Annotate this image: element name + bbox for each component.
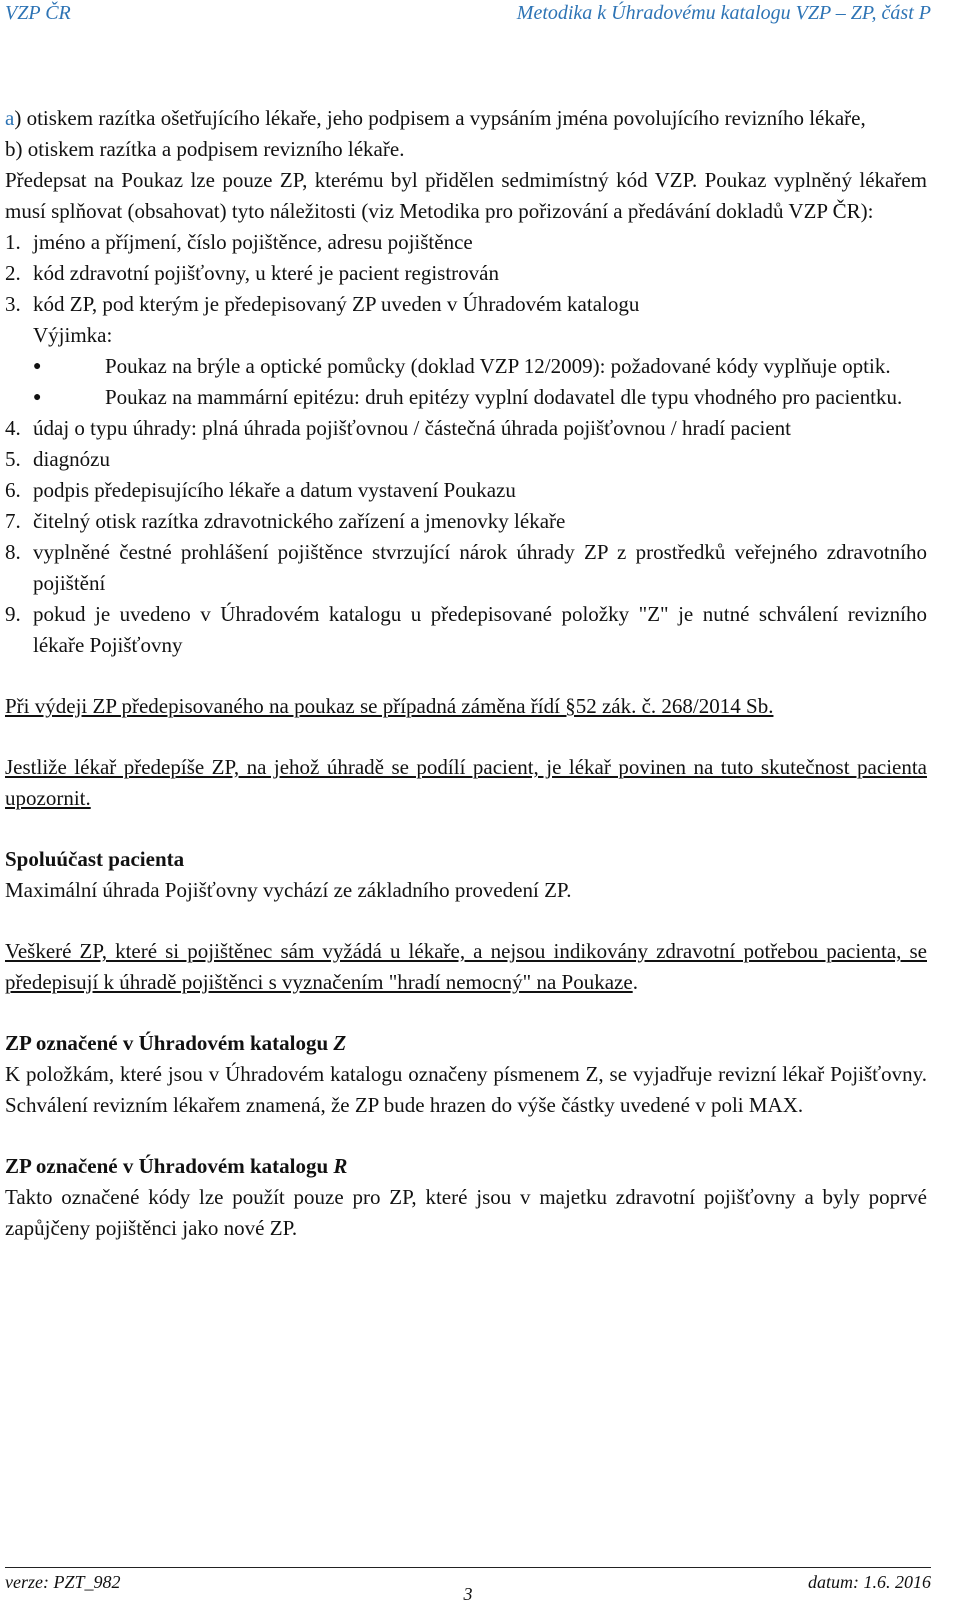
header-left: VZP ČR [5, 2, 71, 24]
footer-date: datum: 1.6. 2016 [808, 1572, 931, 1592]
footer-version: verze: PZT_982 [5, 1572, 121, 1592]
intro-b: b) otiskem razítka a podpisem revizního lékaře. [5, 137, 405, 161]
bullet-icon: ● [33, 390, 42, 405]
page-number: 3 [463, 1584, 473, 1604]
copay-heading: Spoluúčast pacienta [5, 847, 185, 871]
document-body [5, 103, 927, 1244]
exception-label-row [5, 320, 927, 351]
exception-bullet: ● Poukaz na mammární epitézu: druh epitézy vyplní dodavatel dle typu vhodného pro pacientku. [5, 382, 927, 413]
bullet-icon: ● [33, 359, 42, 374]
section-r-heading: ZP označené v Úhradovém katalogu R [5, 1154, 348, 1178]
list-item: 5. diagnózu [5, 447, 110, 471]
intro-paragraph: Předepsat na Poukaz lze pouze ZP, kterému byl přidělen sedmimístný kód VZP. Poukaz vyplněný lékařem musí splňovat (obsahovat) tyto náležitosti (viz Metodika pro pořizování a předávání dokladů VZP ČR): [5, 168, 927, 223]
list-item: 8. vyplněné čestné prohlášení pojištěnce stvrzující nárok úhrady ZP z prostředků veřejného zdravotního pojištění [5, 540, 927, 595]
section-z-heading: ZP označené v Úhradovém katalogu Z [5, 1031, 347, 1055]
copay-text: Maximální úhrada Pojišťovny vychází ze základního provedení ZP. [5, 878, 572, 902]
section-r-text: Takto označené kódy lze použít pouze pro ZP, které jsou v majetku zdravotní pojišťovny a byly poprvé zapůjčeny pojištěnci jako nové ZP. [5, 1185, 927, 1240]
list-item: 2. kód zdravotní pojišťovny, u které je pacient registrován [5, 261, 499, 285]
intro-a [5, 103, 927, 134]
requested-note: Veškeré ZP, které si pojištěnec sám vyžádá u lékaře, a nejsou indikovány zdravotní potřebou pacienta, se předepisují k úhradě pojištěnci s vyznačením "hradí nemocný" na Poukaze. [5, 939, 927, 994]
intro-a-text: ) otiskem razítka ošetřujícího lékaře, jeho podpisem a vypsáním jména povolujícího revizního lékaře, [14, 106, 866, 130]
section-z-text: K položkám, které jsou v Úhradovém katalogu označeny písmenem Z, se vyjadřuje revizní lékař Pojišťovny. Schválení revizním lékařem znamená, že ZP bude hrazen do výše částky uvedené v poli MAX. [5, 1062, 927, 1117]
list-item: 3. kód ZP, pod kterým je předepisovaný ZP uveden v Úhradovém katalogu [5, 292, 640, 316]
exception-bullet: ● Poukaz na brýle a optické pomůcky (doklad VZP 12/2009): požadované kódy vyplňuje optik. [5, 351, 927, 382]
list-item: 4. údaj o typu úhrady: plná úhrada pojišťovnou / částečná úhrada pojišťovnou / hradí pacient [5, 416, 791, 440]
list-item: 1. jméno a příjmení, číslo pojištěnce, adresu pojištěnce [5, 230, 473, 254]
exception-label: Výjimka: [33, 323, 113, 347]
copay-warning: Jestliže lékař předepíše ZP, na jehož úhradě se podílí pacient, je lékař povinen na tuto skutečnost pacienta upozornit. [5, 755, 927, 810]
page-header [5, 2, 931, 32]
list-item: 6. podpis předepisujícího lékaře a datum vystavení Poukazu [5, 478, 516, 502]
list-item: 9. pokud je uvedeno v Úhradovém katalogu u předepisované položky "Z" je nutné schválení revizního lékaře Pojišťovny [5, 602, 927, 657]
substitution-note: Při výdeji ZP předepisovaného na poukaz se případná záměna řídí §52 zák. č. 268/2014 Sb. [5, 694, 774, 718]
list-item: 7. čitelný otisk razítka zdravotnického zařízení a jmenovky lékaře [5, 509, 566, 533]
header-right: Metodika k Úhradovému katalogu VZP – ZP, část P [516, 2, 931, 24]
page-footer [5, 1567, 931, 1604]
intro-a-letter: a [5, 106, 15, 130]
